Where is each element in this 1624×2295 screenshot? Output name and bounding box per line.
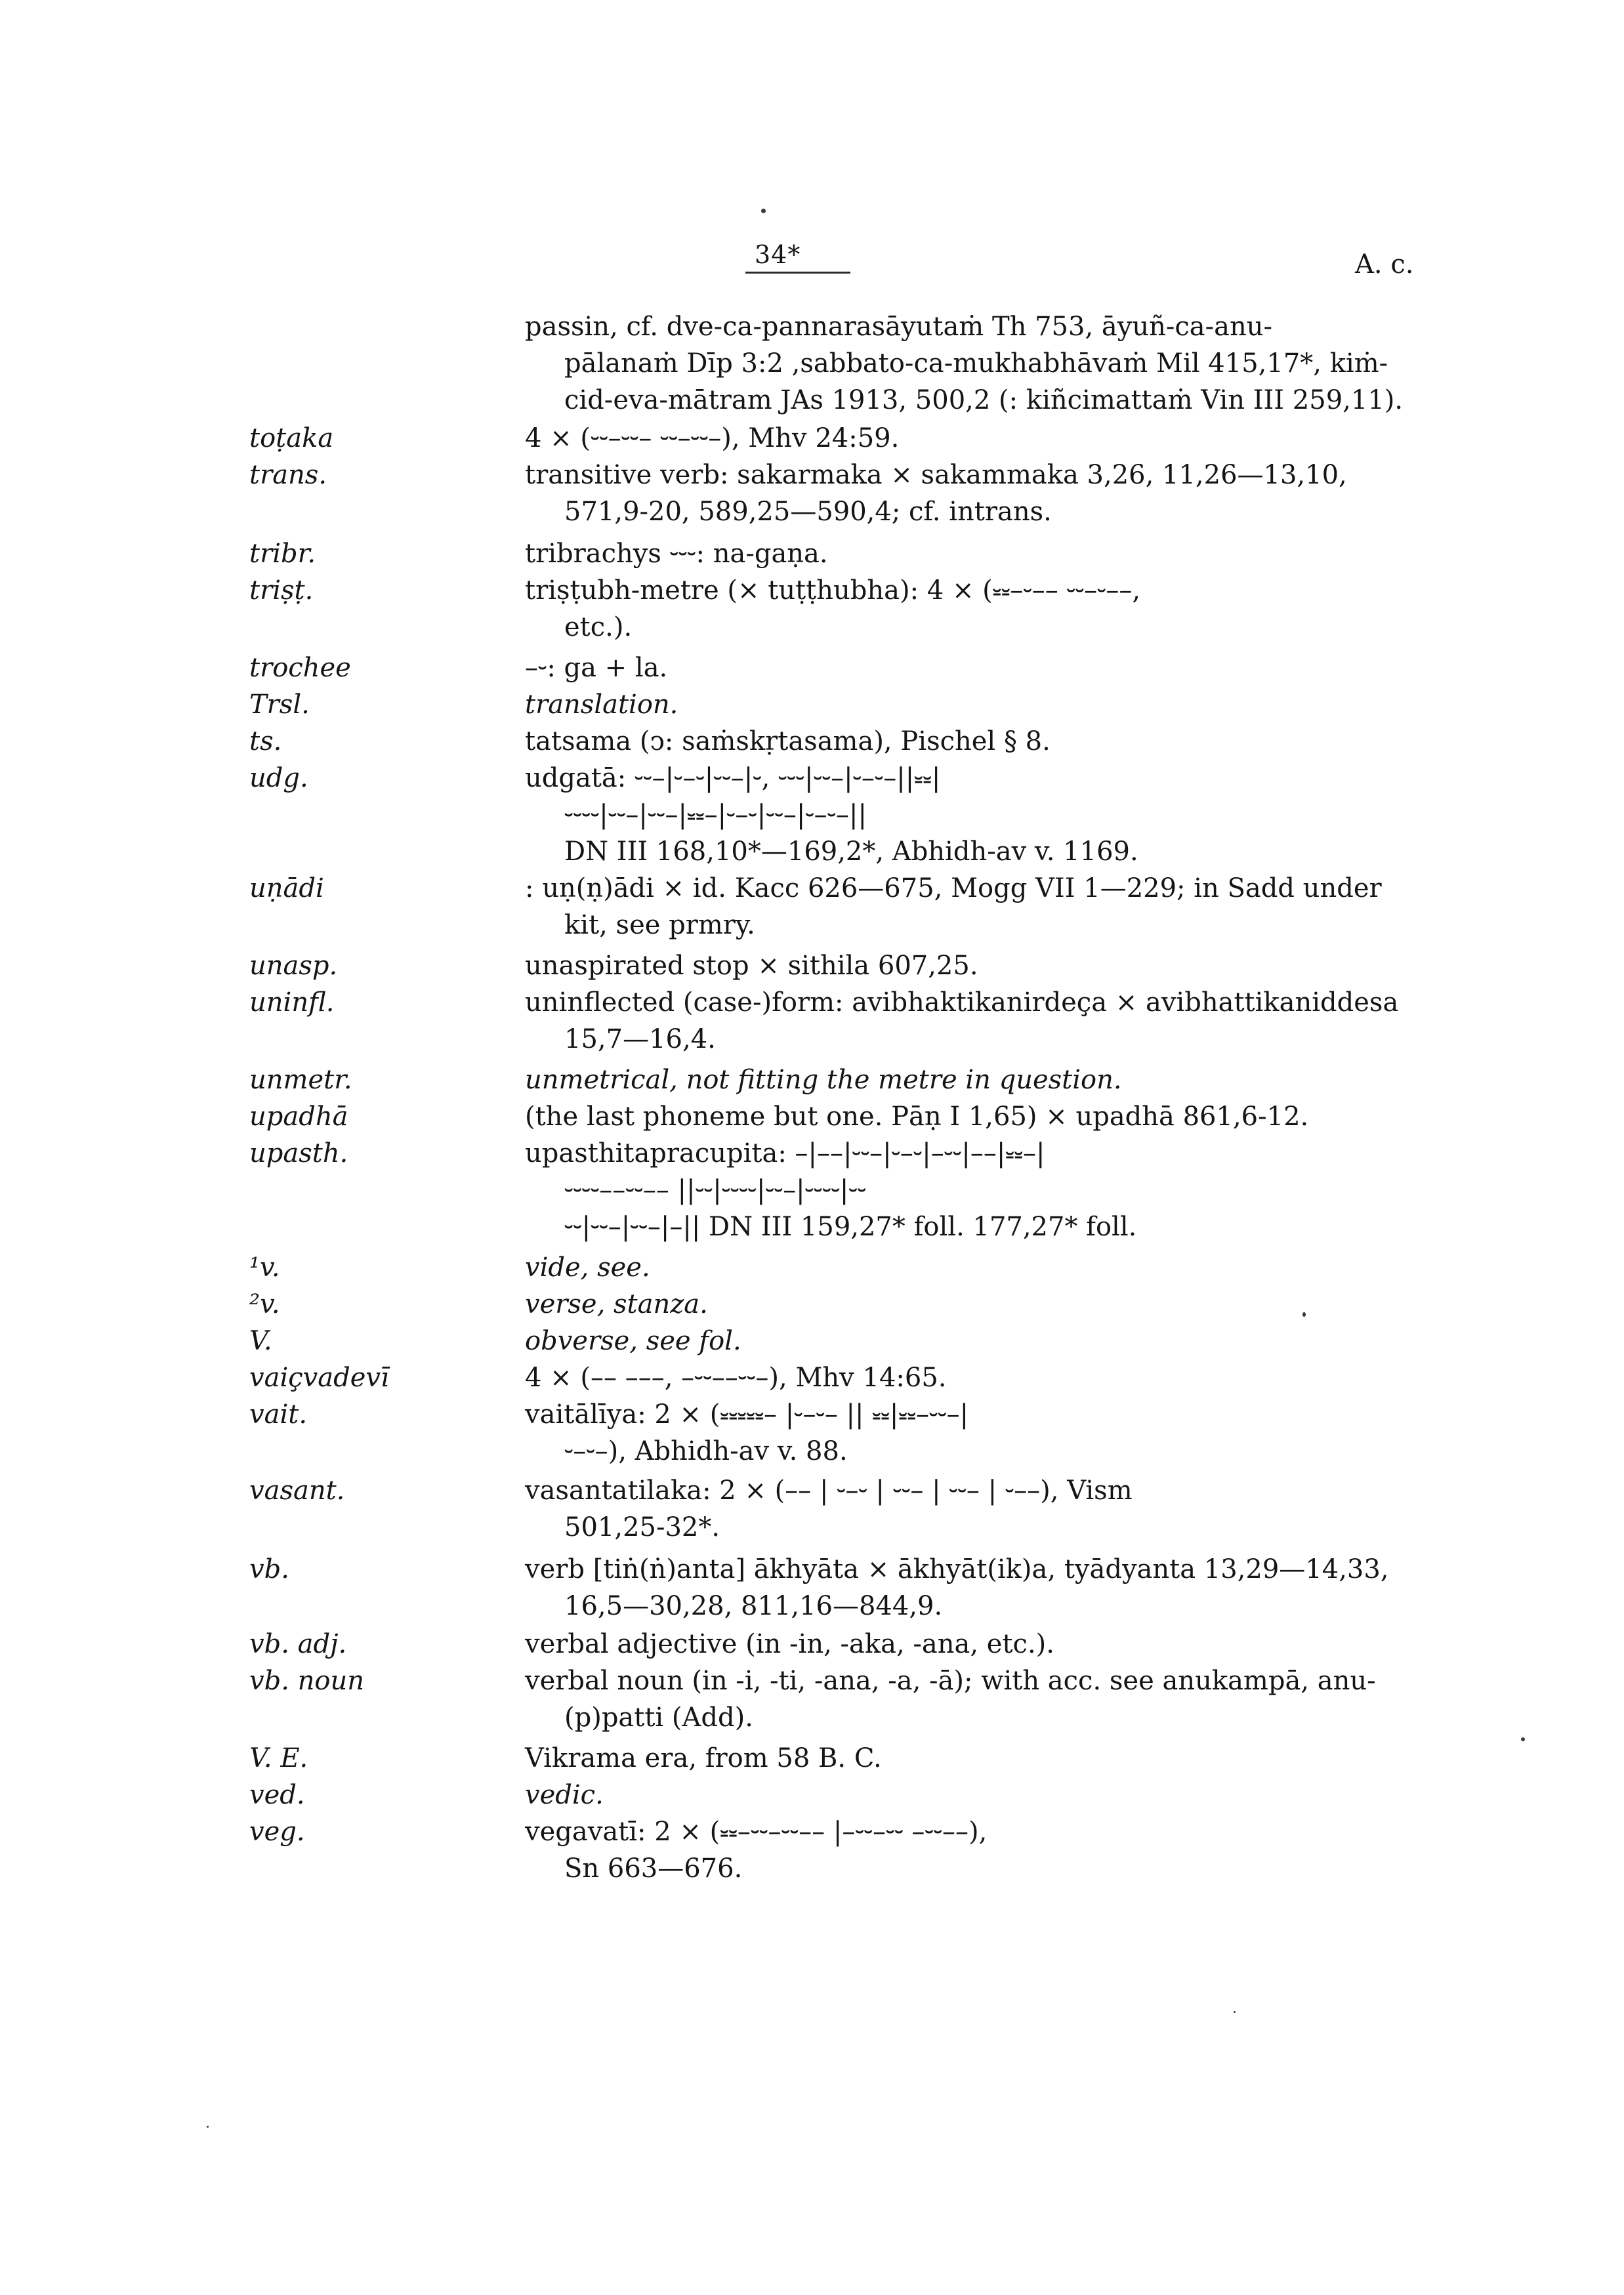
entry-text: vide, see. <box>525 1252 650 1283</box>
entry-term: toṭaka <box>249 423 334 453</box>
entry-text: upasthitapracupita: –|––|⏑⏑–|⏑–⏑|–⏑⏑|––|⏓⏓–| <box>525 1138 1045 1168</box>
entry-text: 4 × (–– –––, –⏑⏑––⏑⏑–), Mhv 14:65. <box>525 1363 947 1393</box>
entry-text: ⏑⏑|⏑⏑–|⏑⏑–|–|| DN III 159,27* foll. 177,27* foll. <box>564 1212 1137 1242</box>
entry-text: vegavatī: 2 × (⏓⏓–⏑⏑–⏑⏑–– |–⏑⏑–⏑⏑ –⏑⏑––), <box>525 1817 988 1847</box>
scan-speck <box>1302 1312 1306 1317</box>
continuation-line: pālanaṁ Dīp 3:2 ,sabbato-ca-mukhabhāvaṁ Mil 415,17*, kiṁ- <box>564 348 1388 379</box>
entry-text: 571,9-20, 589,25—590,4; cf. intrans. <box>564 497 1052 527</box>
entry-text: obverse, see fol. <box>525 1326 741 1356</box>
entry-term: tribr. <box>249 539 316 569</box>
entry-term: vait. <box>249 1399 308 1430</box>
entry-text: verb [tiṅ(ṅ)anta] ākhyāta × ākhyāt(ik)a, tyādyanta 13,29—14,33, <box>525 1554 1389 1584</box>
entry-term: ²v. <box>249 1289 280 1319</box>
entry-text: 501,25-32*. <box>564 1512 720 1542</box>
entry-term: V. E. <box>249 1743 308 1773</box>
entry-text: kit, see prmry. <box>564 910 755 940</box>
entry-term: Trsl. <box>249 690 310 720</box>
scan-speck <box>1234 2011 1236 2013</box>
entry-text: ⏑⏑⏑⏑––⏑⏑–– ||⏑⏑|⏑⏑⏑⏑|⏑⏑–|⏑⏑⏑⏑|⏑⏑ <box>564 1175 866 1205</box>
entry-text: udgatā: ⏑⏑–|⏑–⏑|⏑⏑–|⏑, ⏑⏑⏑|⏑⏑–|⏑–⏑–||⏓⏓| <box>525 763 941 793</box>
entry-text: (p)patti (Add). <box>564 1703 753 1733</box>
entry-text: etc.). <box>564 612 633 642</box>
entry-text: unmetrical, not fitting the metre in question. <box>525 1065 1122 1095</box>
entry-text: tatsama (ↄ: saṁskṛtasama), Pischel § 8. <box>525 726 1051 756</box>
entry-term: vb. <box>249 1554 289 1584</box>
entry-term: unmetr. <box>249 1065 352 1095</box>
continuation-line: cid-eva-mātram JAs 1913, 500,2 (: kiñcimattaṁ Vin III 259,11). <box>564 385 1404 415</box>
page-number: 34* <box>755 240 801 269</box>
entry-term: uninfl. <box>249 987 335 1018</box>
entry-text: verbal adjective (in -in, -aka, -ana, etc.). <box>525 1629 1054 1659</box>
page-number-rule <box>745 272 850 274</box>
entry-text: unaspirated stop × sithila 607,25. <box>525 951 978 981</box>
section-mark: A. c. <box>1355 249 1414 279</box>
entry-term: vaiçvadevī <box>249 1363 389 1393</box>
entry-text: vaitālīya: 2 × (⏓⏓⏓⏓⏓– |⏑–⏑– || ⏓⏓|⏓⏓–⏑⏑–| <box>525 1399 969 1430</box>
entry-term: V. <box>249 1326 272 1356</box>
entry-text: Vikrama era, from 58 B. C. <box>525 1743 882 1773</box>
entry-term: vb. noun <box>249 1666 364 1696</box>
entry-term: ts. <box>249 726 282 756</box>
entry-text: ⏑⏑⏑⏑|⏑⏑–|⏑⏑–|⏓⏓–|⏑–⏑|⏑⏑–|⏑–⏑–|| <box>564 800 867 830</box>
entry-text: ⏑–⏑–), Abhidh-av v. 88. <box>564 1436 848 1466</box>
entry-term: upadhā <box>249 1102 348 1132</box>
entry-term: ¹v. <box>249 1252 280 1283</box>
entry-text: 15,7—16,4. <box>564 1024 716 1054</box>
entry-text: Sn 663—676. <box>564 1853 743 1884</box>
scan-speck <box>1521 1737 1525 1741</box>
entry-term: upasth. <box>249 1138 348 1168</box>
entry-text: vasantatilaka: 2 × (–– | ⏑–⏑ | ⏑⏑– | ⏑⏑– | ⏑––), Vism <box>525 1476 1133 1506</box>
entry-text: (the last phoneme but one. Pāṇ I 1,65) × upadhā 861,6-12. <box>525 1102 1309 1132</box>
entry-term: trans. <box>249 460 327 490</box>
entry-term: triṣṭ. <box>249 575 314 606</box>
entry-term: veg. <box>249 1817 305 1847</box>
entry-term: vb. adj. <box>249 1629 347 1659</box>
entry-text: tribrachys ⏑⏑⏑: na-gaṇa. <box>525 539 828 569</box>
entry-text: vedic. <box>525 1780 604 1810</box>
entry-term: udg. <box>249 763 308 793</box>
scan-speck <box>761 209 766 213</box>
entry-text: 16,5—30,28, 811,16—844,9. <box>564 1591 943 1621</box>
entry-term: vasant. <box>249 1476 345 1506</box>
entry-text: verbal noun (in -i, -ti, -ana, -a, -ā); with acc. see anukampā, anu- <box>525 1666 1376 1696</box>
entry-term: ved. <box>249 1780 305 1810</box>
entry-text: triṣṭubh-metre (× tuṭṭhubha): 4 × (⏓⏓–⏑–– ⏑⏑–⏑––, <box>525 575 1141 606</box>
entry-text: DN III 168,10*—169,2*, Abhidh-av v. 1169. <box>564 837 1138 867</box>
entry-term: trochee <box>249 653 351 683</box>
entry-term: uṇādi <box>249 873 324 903</box>
entry-text: 4 × (⏑⏑–⏑⏑– ⏑⏑–⏑⏑–), Mhv 24:59. <box>525 423 900 453</box>
entry-text: transitive verb: sakarmaka × sakammaka 3,26, 11,26—13,10, <box>525 460 1347 490</box>
entry-text: translation. <box>525 690 678 720</box>
entry-text: verse, stanza. <box>525 1289 708 1319</box>
entry-text: : uṇ(ṇ)ādi × id. Kacc 626—675, Mogg VII 1—229; in Sadd under <box>525 873 1382 903</box>
scan-speck <box>207 2126 209 2128</box>
continuation-line: passin, cf. dve-ca-pannarasāyutaṁ Th 753, āyuñ-ca-anu- <box>525 312 1273 342</box>
entry-text: uninflected (case-)form: avibhaktikanirdeça × avibhattikaniddesa <box>525 987 1399 1018</box>
entry-text: –⏑: ga + la. <box>525 653 668 683</box>
entry-term: unasp. <box>249 951 338 981</box>
